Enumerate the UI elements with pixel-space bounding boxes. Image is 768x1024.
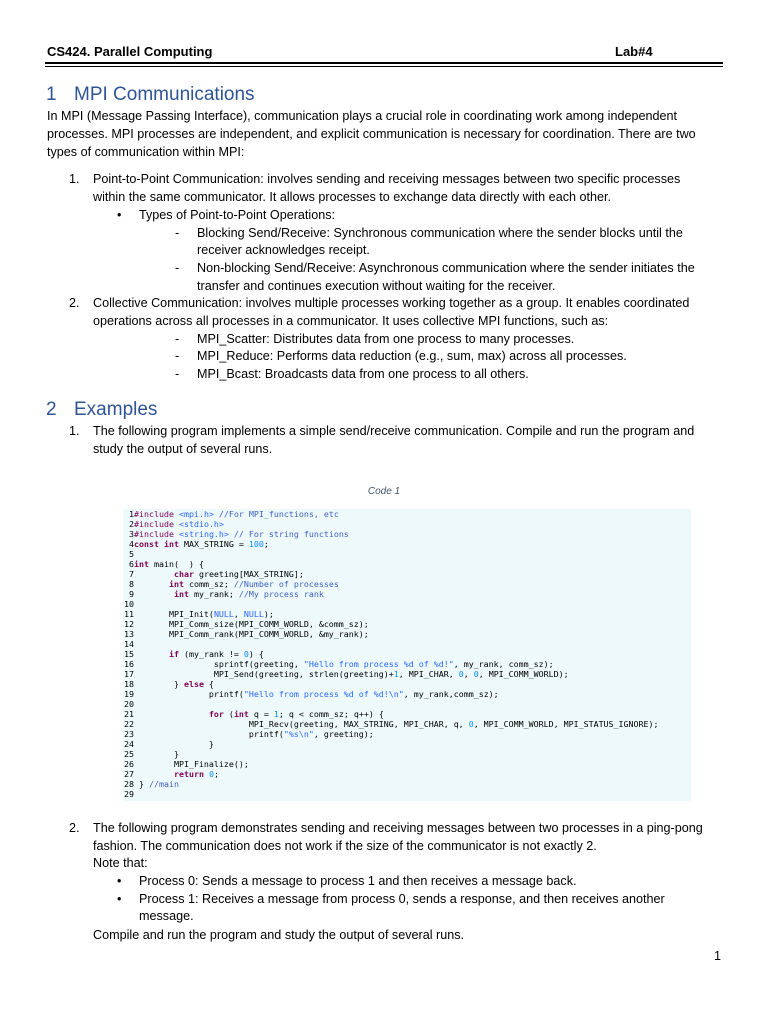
dash-icon: - [175,226,180,240]
item1-dash2-line-1: Non-blocking Send/Receive: Asynchronous communication where the sender initiates the [197,261,695,275]
code-line: 1#include <mpi.h> //For MPI_functions, etc [129,509,339,519]
list-marker-1: 1. [69,172,80,186]
code-block [123,509,691,801]
item1-line-2: within the same communicator. It allows processes to exchange data directly with each other. [93,190,612,204]
ex1-line-2: study the output of several runs. [93,442,273,456]
code-line: 7 char greeting[MAX_STRING]; [129,569,304,579]
ex2-line-3: Note that: [93,856,148,870]
code-line: 24 } [124,739,214,749]
code-line: 29 [124,789,134,799]
item1-dash2-line-2: transfer and continues execution without waiting for the receiver. [197,279,556,293]
code-line: 28 } //main [124,779,179,789]
code-line: 14 [124,639,134,649]
dash-icon: - [175,261,180,275]
bullet-icon: • [117,208,122,222]
item2-line-2: operations across all processes in a communicator. It uses collective MPI functions, such as: [93,314,609,328]
lab-label: Lab#4 [615,44,653,59]
code-line: 5 [129,549,134,559]
item1-dash1-line-1: Blocking Send/Receive: Synchronous communication where the sender blocks until the [197,226,683,240]
code-line: 18 } else { [124,679,214,689]
code-line: 8 int comm_sz; //Number of processes [129,579,339,589]
code-caption: Code 1 [367,486,401,497]
item2-dash3: MPI_Bcast: Broadcasts data from one process to all others. [197,367,529,381]
list-marker-2: 2. [69,821,80,835]
section-2-title: Examples [74,399,158,420]
intro-line-2: processes. MPI processes are independent, and explicit communication is necessary for coordination. There are two [47,127,696,141]
code-line: 20 [124,699,134,709]
code-line: 23 printf("%s\n", greeting); [124,729,374,739]
code-line: 27 return 0; [124,769,219,779]
list-marker-1: 1. [69,424,80,438]
section-2-heading [46,399,157,421]
item2-dash2: MPI_Reduce: Performs data reduction (e.g., sum, max) across all processes. [197,349,627,363]
item2-dash1: MPI_Scatter: Distributes data from one process to many processes. [197,332,575,346]
code-line: 4const int MAX_STRING = 100; [129,539,269,549]
code-line: 21 for (int q = 1; q < comm_sz; q++) { [124,709,384,719]
code-line: 11 MPI_Init(NULL, NULL); [124,609,274,619]
code-line: 17 MPI_Send(greeting, strlen(greeting)+1, MPI_CHAR, 0, 0, MPI_COMM_WORLD); [124,669,569,679]
item2-line-1: Collective Communication: involves multiple processes working together as a group. It enables coordinated [93,296,690,310]
intro-line-3: types of communication within MPI: [47,145,245,159]
item1-dash1-line-2: receiver acknowledges receipt. [197,243,370,257]
code-line: 9 int my_rank; //My process rank [129,589,324,599]
page-number: 1 [714,949,722,963]
item1-line-1: Point-to-Point Communication: involves sending and receiving messages between two specific processes [93,172,681,186]
dash-icon: - [175,332,180,346]
list-marker-2: 2. [69,296,80,310]
code-line: 13 MPI_Comm_rank(MPI_COMM_WORLD, &my_rank); [124,629,369,639]
section-1-heading [46,84,255,106]
ex1-line-1: The following program implements a simple send/receive communication. Compile and run the program and [93,424,695,438]
code-line: 2#include <stdio.h> [129,519,224,529]
code-line: 10 [124,599,134,609]
ex2-closing: Compile and run the program and study the output of several runs. [93,928,465,942]
code-line: 19 printf("Hello from process %d of %d!\n", my_rank,comm_sz); [124,689,499,699]
ex2-bullet-2-line-2: message. [139,909,194,923]
section-2-number: 2 [46,399,57,420]
ex2-bullet-1: Process 0: Sends a message to process 1 and then receives a message back. [139,874,577,888]
header-rule-thick [45,62,723,64]
section-1-title: MPI Communications [74,84,255,105]
intro-line-1: In MPI (Message Passing Interface), communication plays a crucial role in coordinating work among independent [47,109,678,123]
ex2-line-1: The following program demonstrates sending and receiving messages between two processes in a ping-pong [93,821,703,835]
code-line: 26 MPI_Finalize(); [124,759,249,769]
item1-bullet: Types of Point-to-Point Operations: [139,208,336,222]
code-line: 22 MPI_Recv(greeting, MAX_STRING, MPI_CHAR, q, 0, MPI_COMM_WORLD, MPI_STATUS_IGNORE); [124,719,659,729]
code-line: 6int main( ) { [129,559,204,569]
bullet-icon: • [117,874,122,888]
code-line: 16 sprintf(greeting, "Hello from process %d of %d!", my_rank, comm_sz); [124,659,554,669]
code-line: 3#include <string.h> // For string functions [129,529,349,539]
dash-icon: - [175,349,180,363]
ex2-bullet-2-line-1: Process 1: Receives a message from process 0, sends a response, and then receives another [139,892,665,906]
dash-icon: - [175,367,180,381]
section-1-number: 1 [46,84,57,105]
ex2-line-2: fashion. The communication does not work if the size of the communicator is not exactly 2. [93,839,597,853]
code-line: 12 MPI_Comm_size(MPI_COMM_WORLD, &comm_sz); [124,619,369,629]
code-line: 15 if (my_rank != 0) { [124,649,264,659]
bullet-icon: • [117,892,122,906]
code-line: 25 } [124,749,179,759]
header-rule-thin [45,66,723,67]
course-title: CS424. Parallel Computing [47,44,213,59]
